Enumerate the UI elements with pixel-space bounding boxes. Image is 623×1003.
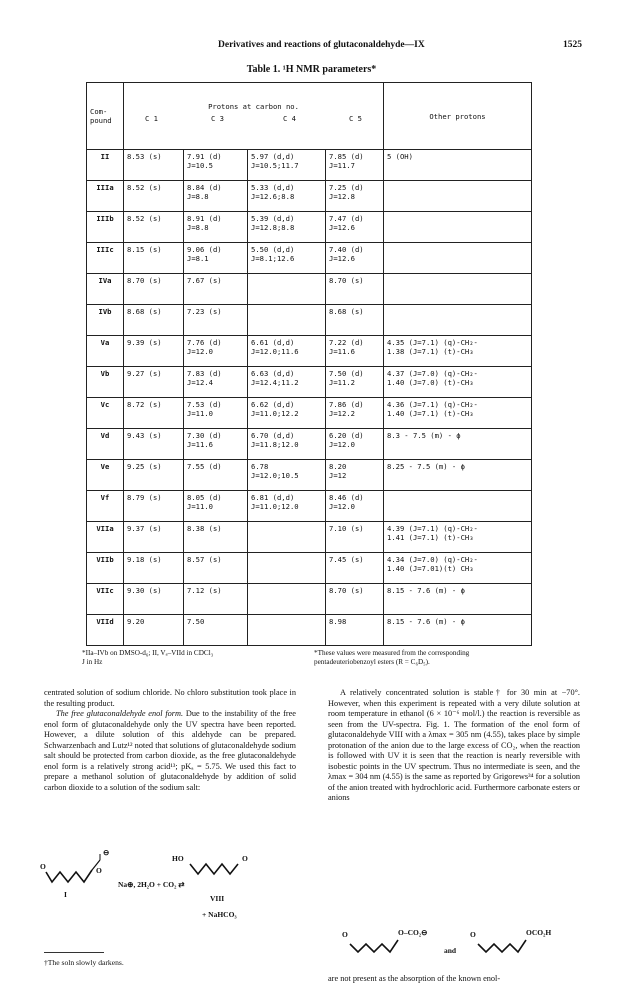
cell-c5: 8.98: [326, 615, 384, 646]
page-footnote: †The soln slowly darkens.: [44, 958, 124, 967]
cell-c4: 6.81 (d,d) J=11.0;12.0: [248, 491, 326, 522]
table-row: [87, 429, 532, 460]
reaction-reagents: Na⊕, 2H₂O + CO₂ ⇄: [118, 880, 185, 889]
cell-cmp: IVb: [87, 305, 124, 336]
enol-o: O: [242, 854, 248, 863]
cell-c5: 7.40 (d) J=12.6: [326, 243, 384, 274]
anion-o-left: O: [40, 862, 46, 871]
cell-c4: [248, 553, 326, 584]
right-column: [328, 688, 580, 804]
cell-c3: 7.67 (s): [184, 274, 248, 305]
cell-c4: 5.33 (d,d) J=12.6;8.8: [248, 181, 326, 212]
cell-c1: 9.25 (s): [124, 460, 184, 491]
anion-charge: ⊖: [103, 848, 110, 857]
running-title: Derivatives and reactions of glutaconaldehyde—IX: [218, 40, 425, 50]
cell-cmp: VIIb: [87, 553, 124, 584]
table-row: [87, 305, 532, 336]
table-row: [87, 491, 532, 522]
cell-other: 5 (OH): [384, 150, 532, 181]
cell-c1: 8.79 (s): [124, 491, 184, 522]
cell-c3: 8.91 (d) J=8.8: [184, 212, 248, 243]
carbonate-chain-2: [478, 940, 526, 952]
cell-cmp: IIIc: [87, 243, 124, 274]
cell-c4: 6.62 (d,d) J=11.0;12.2: [248, 398, 326, 429]
cell-c5: 7.47 (d) J=12.6: [326, 212, 384, 243]
table-row: [87, 212, 532, 243]
header-protons-label: Protons at carbon no.: [208, 102, 299, 111]
cell-other: 8.15 - 7.6 (m) - ϕ: [384, 615, 532, 646]
right-column-last-line: are not present as the absorption of the known enol-: [328, 974, 501, 983]
carbonate-o-2: O: [470, 930, 476, 939]
cell-c5: 8.70 (s): [326, 274, 384, 305]
cell-cmp: Va: [87, 336, 124, 367]
cell-cmp: Vf: [87, 491, 124, 522]
cell-c3: 7.23 (s): [184, 305, 248, 336]
header-c5: C 5: [349, 114, 362, 123]
cell-cmp: II: [87, 150, 124, 181]
table-body: [87, 150, 532, 646]
cell-cmp: Ve: [87, 460, 124, 491]
cell-c3: 7.91 (d) J=10.5: [184, 150, 248, 181]
cell-c5: 7.22 (d) J=11.6: [326, 336, 384, 367]
cell-c1: 8.53 (s): [124, 150, 184, 181]
carbonate-and: and: [444, 946, 457, 955]
cell-c1: 9.43 (s): [124, 429, 184, 460]
cell-c5: 7.25 (d) J=12.8: [326, 181, 384, 212]
cell-c1: 8.68 (s): [124, 305, 184, 336]
table-row: [87, 615, 532, 646]
cell-c4: [248, 584, 326, 615]
cell-c5: 7.45 (s): [326, 553, 384, 584]
cell-other: [384, 243, 532, 274]
cell-c5: 8.46 (d) J=12.0: [326, 491, 384, 522]
table-row: [87, 522, 532, 553]
cell-c1: 9.18 (s): [124, 553, 184, 584]
table-row: [87, 336, 532, 367]
cell-c3: 9.06 (d) J=8.1: [184, 243, 248, 274]
cell-c3: 7.50: [184, 615, 248, 646]
section-heading-enol: The free glutaconaldehyde enol form.: [56, 709, 184, 718]
header-compound: Com- pound: [87, 83, 124, 150]
cell-c4: 5.50 (d,d) J=8.1;12.6: [248, 243, 326, 274]
anion-chain: [46, 870, 92, 882]
cell-other: [384, 212, 532, 243]
cell-c5: 8.68 (s): [326, 305, 384, 336]
cell-c5: 6.20 (d) J=12.0: [326, 429, 384, 460]
cell-c1: 8.72 (s): [124, 398, 184, 429]
cell-c4: [248, 305, 326, 336]
carbonate-chain-1: [350, 940, 398, 952]
cell-c4: 5.39 (d,d) J=12.8;8.8: [248, 212, 326, 243]
header-other: Other protons: [384, 83, 532, 150]
cell-c1: 9.27 (s): [124, 367, 184, 398]
cell-other: 8.15 - 7.6 (m) - ϕ: [384, 584, 532, 615]
cell-other: [384, 181, 532, 212]
cell-other: 4.34 (J=7.0) (q)-CH₂- 1.40 (J=7.01)(t) CH₃: [384, 553, 532, 584]
label-compound-VIII: VIII: [210, 894, 225, 903]
header-protons: [124, 83, 384, 150]
cell-c3: 8.57 (s): [184, 553, 248, 584]
cell-other: 4.39 (J=7.1) (q)-CH₂- 1.41 (J=7.1) (t)-CH₃: [384, 522, 532, 553]
cell-c4: 5.97 (d,d) J=10.5;11.7: [248, 150, 326, 181]
cell-cmp: IIIb: [87, 212, 124, 243]
cell-c3: 7.30 (d) J=11.6: [184, 429, 248, 460]
header-c1: C 1: [145, 114, 158, 123]
cell-c4: 6.70 (d,d) J=11.8;12.0: [248, 429, 326, 460]
cell-other: [384, 274, 532, 305]
cell-c3: 7.76 (d) J=12.0: [184, 336, 248, 367]
label-compound-I: I: [64, 890, 67, 899]
left-column: [44, 688, 296, 793]
cell-c3: 7.83 (d) J=12.4: [184, 367, 248, 398]
header-c4: C 4: [283, 114, 296, 123]
page-number: 1525: [563, 40, 582, 50]
cell-cmp: Vc: [87, 398, 124, 429]
cell-c1: 8.15 (s): [124, 243, 184, 274]
cell-c1: 9.20: [124, 615, 184, 646]
cell-other: 4.37 (J=7.0) (q)-CH₂- 1.40 (J=7.0) (t)-CH₃: [384, 367, 532, 398]
table-row: [87, 553, 532, 584]
left-paragraph-2: [44, 709, 296, 793]
right-paragraph-1: A relatively concentrated solution is stable† for 30 min at −70°. However, when this experiment is repeated with a very dilute solution at room temperature in ethanol (6 × 10⁻⁶ mol/l.) the reaction is reversible as seen from the UV-spectra. Fig. 1. The formation of the enol form of glutaconaldehyde VIII with a λmax = 305 nm (4.55), takes place by simple protonation of the anion due to the large excess of CO₂, when the reaction is followed with UV it is seen that the reaction is nearly reversible with isobestic points in the UV spectrum. Thus no intermediate is seen, and the λmax = 304 nm (4.55) is the same as reported by Grigorews³⁴ for a solution of the anion treated with hydrochloric acid. Furthermore carbonate esters or anions: [328, 688, 580, 802]
table-row: [87, 460, 532, 491]
cell-c1: 8.52 (s): [124, 181, 184, 212]
anion-o-right: O: [96, 866, 102, 875]
cell-c4: [248, 615, 326, 646]
table-header-row: [87, 83, 532, 150]
cell-c3: 7.55 (d): [184, 460, 248, 491]
footnote-rule: [44, 952, 104, 953]
cell-other: 4.35 (J=7.1) (q)-CH₂- 1.38 (J=7.1) (t)-CH₃: [384, 336, 532, 367]
cell-cmp: VIIc: [87, 584, 124, 615]
cell-c4: 6.78 J=12.0;10.5: [248, 460, 326, 491]
table-row: [87, 398, 532, 429]
table-row: [87, 150, 532, 181]
cell-other: 8.25 - 7.5 (m) - ϕ: [384, 460, 532, 491]
cell-cmp: Vd: [87, 429, 124, 460]
cell-cmp: VIId: [87, 615, 124, 646]
cell-cmp: Vb: [87, 367, 124, 398]
cell-c3: 8.84 (d) J=8.8: [184, 181, 248, 212]
carbonate-drawing: [328, 920, 588, 964]
cell-c4: 6.61 (d,d) J=12.0;11.6: [248, 336, 326, 367]
reaction-scheme: [40, 842, 300, 922]
table-row: [87, 367, 532, 398]
cell-c1: 9.37 (s): [124, 522, 184, 553]
cell-c3: 8.05 (d) J=11.0: [184, 491, 248, 522]
running-head: [0, 40, 623, 54]
cell-c5: 7.85 (d) J=11.7: [326, 150, 384, 181]
cell-c4: [248, 274, 326, 305]
cell-c1: 9.30 (s): [124, 584, 184, 615]
left-paragraph-1: centrated solution of sodium chloride. No chloro substitution took place in the resulting product.: [44, 688, 296, 708]
cell-c5: 7.50 (d) J=11.2: [326, 367, 384, 398]
table-row: [87, 243, 532, 274]
cell-cmp: IIIa: [87, 181, 124, 212]
cell-other: [384, 491, 532, 522]
cell-c5: 8.70 (s): [326, 584, 384, 615]
nmr-table: [86, 82, 532, 646]
cell-c1: 8.70 (s): [124, 274, 184, 305]
cell-c3: 7.12 (s): [184, 584, 248, 615]
cell-cmp: IVa: [87, 274, 124, 305]
cell-c4: [248, 522, 326, 553]
enol-chain: [190, 864, 238, 874]
left-paragraph-2-body: Due to the instability of the free enol form of glutaconaldehyde only the UV spectra have been reported. However, a dilute solution of this aldehyde can be prepared. Schwarzenbach and Lutz¹² noted that solutions of glutaconaldehyde sodium salt should be protected from carbon dioxide, as the free glutaconaldehyde enol form is a relatively strong acid¹³; pKₐ = 5.75. We used this fact to prepare a methanol solution of glutaconaldehyde by addition of solid carbon dioxide to a solution of the sodium salt:: [44, 709, 296, 792]
cell-c5: 8.20 J=12: [326, 460, 384, 491]
table-row: [87, 274, 532, 305]
cell-c3: 8.38 (s): [184, 522, 248, 553]
table-caption: Table 1. ¹H NMR parameters*: [246, 64, 377, 75]
product-bicarbonate: + NaHCO₃: [202, 910, 237, 919]
cell-c1: 8.52 (s): [124, 212, 184, 243]
carbonate-o-1: O: [342, 930, 348, 939]
enol-ho: HO: [172, 854, 184, 863]
table-footnote-left: *IIa–IVb on DMSO-d₆; II, Vₐ–VIId in CDCl₃ J in Hz: [82, 649, 214, 666]
cell-other: 4.36 (J=7.1) (q)-CH₂- 1.40 (J=7.1) (t)-CH₃: [384, 398, 532, 429]
table-row: [87, 584, 532, 615]
cell-cmp: VIIa: [87, 522, 124, 553]
cell-c5: 7.86 (d) J=12.2: [326, 398, 384, 429]
cell-c3: 7.53 (d) J=11.0: [184, 398, 248, 429]
carbonate-group-2: OCO₂H: [526, 928, 552, 937]
cell-c5: 7.10 (s): [326, 522, 384, 553]
cell-other: [384, 305, 532, 336]
table-row: [87, 181, 532, 212]
cell-c1: 9.39 (s): [124, 336, 184, 367]
header-c3: C 3: [211, 114, 224, 123]
table-footnote-right: *These values were measured from the corresponding pentadeuteriobenzoyl esters (R = C₆D₅).: [314, 649, 470, 666]
carbonate-structures: [328, 920, 588, 964]
cell-other: 8.3 - 7.5 (m) - ϕ: [384, 429, 532, 460]
cell-c4: 6.63 (d,d) J=12.4;11.2: [248, 367, 326, 398]
carbonate-group-1: O–CO₂⊖: [398, 928, 428, 937]
